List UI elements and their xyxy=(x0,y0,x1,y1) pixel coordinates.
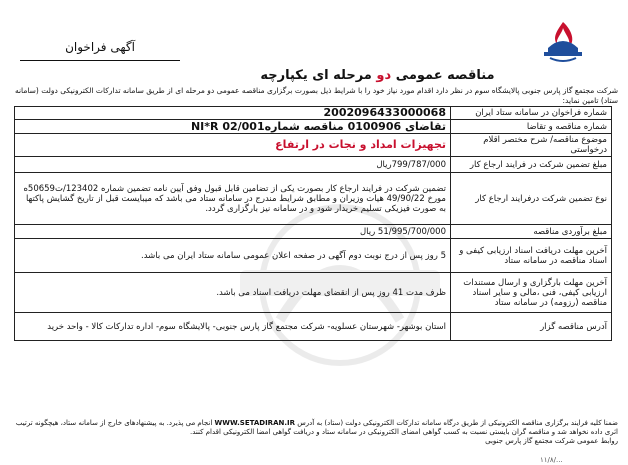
detail-label: مبلغ تضمین شرکت در فرایند ارجاع کار xyxy=(451,157,612,173)
detail-row xyxy=(15,225,612,239)
detail-row xyxy=(15,239,612,273)
detail-row xyxy=(15,157,612,173)
detail-value: 51/995/700/000 ریال xyxy=(15,225,451,239)
detail-label: موضوع مناقصه/ شرح مختصر اقلام درخواستی xyxy=(451,134,612,157)
detail-row xyxy=(15,173,612,225)
tender-details-table xyxy=(14,106,612,341)
tender-details-body xyxy=(15,107,612,341)
detail-value: ظرف مدت 41 روز پس از انقضای مهلت دریافت اسناد می باشد. xyxy=(15,273,451,313)
detail-value: تجهیزات امداد و نجات در ارتفاع xyxy=(15,134,451,157)
detail-value: استان بوشهر- شهرستان عسلویه- شرکت مجتمع گاز پارس جنوبی- پالایشگاه سوم- اداره تدارکات کالا - واحد خرید xyxy=(15,313,451,341)
detail-value: 5 روز پس از درج نوبت دوم آگهی در صفحه اعلان عمومی سامانه ستاد ایران می باشد. xyxy=(15,239,451,273)
detail-value: تضمین شرکت در فرایند ارجاع کار بصورت یکی از تضامین قابل قبول وفق آیین نامه تضمین شماره 123402/ت50659ه مورخ 49/90/22 هیات وزیران و مطابق شرایط مندرج در سامانه ستاد می باشد که میبایست قبل از تاریخ گشایش پاکتها به صورت فیزیکی تسلیم خریدار شود و در سامانه نیز بارگزاری گردد. xyxy=(15,173,451,225)
detail-label: آدرس مناقصه گزار xyxy=(451,313,612,341)
detail-row xyxy=(15,273,612,313)
tender-title xyxy=(150,68,605,83)
title-prefix: مناقصه عمومی xyxy=(395,68,495,83)
detail-value: 2002096433000068 xyxy=(15,107,451,120)
footer-notice xyxy=(10,419,618,446)
detail-label: شماره فراخوان در سامانه ستاد ایران xyxy=(451,107,612,120)
setad-url-link[interactable]: WWW.SETADIRAN.IR xyxy=(214,419,296,427)
detail-value: تقاضای 0100906 مناقصه شماره02/001 NI*R xyxy=(15,120,451,134)
detail-label: شماره مناقصه و تقاضا xyxy=(451,120,612,134)
detail-row xyxy=(15,313,612,341)
footer-line-1: ضمنا کلیه فرایند برگزاری مناقصه الکترونیکی از طریق درگاه سامانه تدارکات الکترونیکی دولت (ستاد) به آدرس xyxy=(297,419,618,427)
detail-row xyxy=(15,107,612,120)
heading-divider xyxy=(20,60,180,61)
footer-line-2: انجام می پذیرد. به پیشنهادهای خارج از سامانه ستاد، هیچگونه ترتیب اثری داده نخواهد شد و مناقصه گران بایستی نسبت به کسب گواهی امضای الکترونیکی در سامانه ستاد و دریافت گواهی امضا الکترونیکی اقدام کنند. xyxy=(15,419,618,436)
intro-paragraph: شرکت مجتمع گاز پارس جنوبی پالایشگاه سوم در نظر دارد اقدام مورد نیاز خود را با شرایط ذیل بصورت برگزاری مناقصه عمومی دو مرحله ای از طریق سامانه تدارکات الکترونیکی دولت (سامانه ستاد) تامین نماید: xyxy=(14,86,618,105)
announcement-heading: آگهی فراخوان xyxy=(65,40,135,54)
detail-label: مبلغ برآوردی مناقصه xyxy=(451,225,612,239)
date-stamp: ۱۱/۸/... xyxy=(540,456,563,464)
detail-row xyxy=(15,134,612,157)
nioc-logo-icon xyxy=(528,18,598,66)
detail-label: آخرین مهلت دریافت اسناد ارزیابی کیفی و اسناد مناقصه در سامانه ستاد xyxy=(451,239,612,273)
title-suffix: مرحله ای یکپارچه xyxy=(260,68,372,83)
detail-row xyxy=(15,120,612,134)
detail-label: آخرین مهلت بارگزاری و ارسال مستندات ارزیابی کیفی، فنی ،مالی و سایر اسناد مناقصه (رزومه) در سامانه ستاد xyxy=(451,273,612,313)
detail-label: نوع تضمین شرکت درفرایند ارجاع کار xyxy=(451,173,612,225)
footer-org: روابط عمومی شرکت مجتمع گاز پارس جنوبی xyxy=(485,437,618,445)
detail-value: 799/787/000ریال xyxy=(15,157,451,173)
title-accent: دو xyxy=(376,68,392,83)
